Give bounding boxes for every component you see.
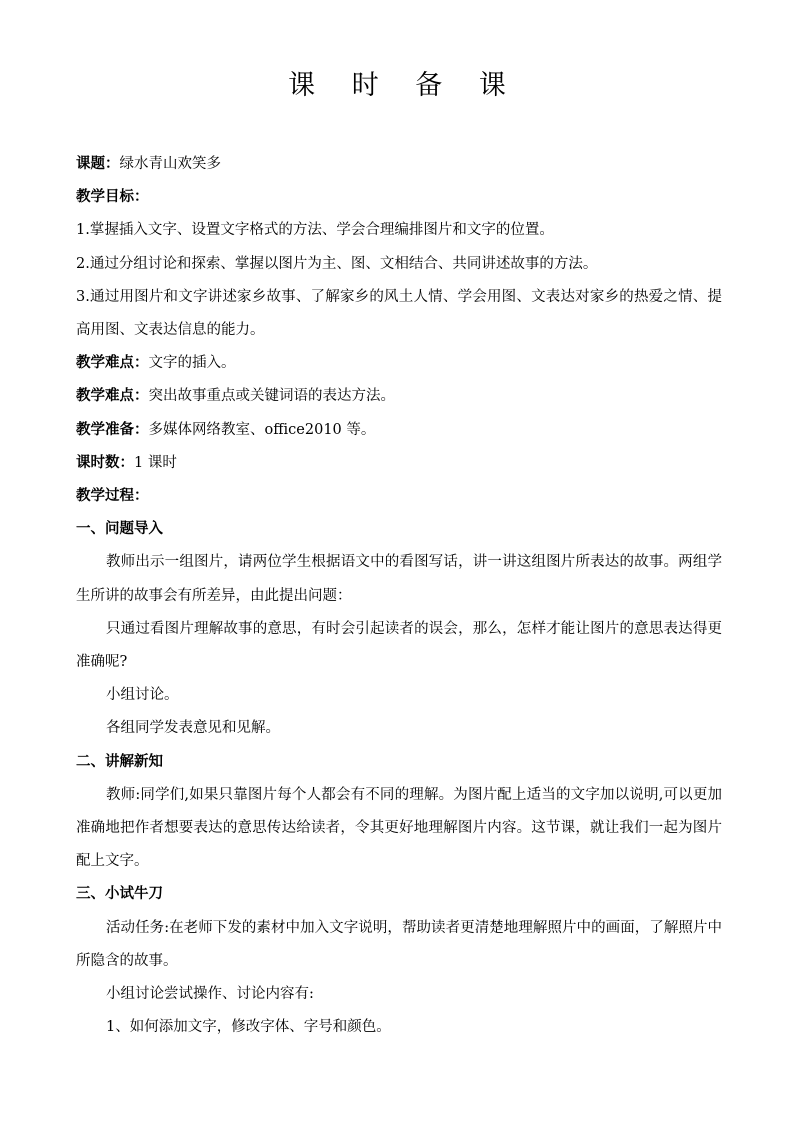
goals-heading: 教学目标： [76,189,149,206]
key-point-value: 突出故事重点或关键词语的表达方法。 [148,388,395,405]
key-point-label: 教学难点： [76,388,149,405]
goal-item-3: 3.通过用图片和文字讲述家乡故事、了解家乡的风土人情、学会用图、文表达对家乡的热爱之情、提高用图、文表达信息的能力。 [76,288,722,339]
section-1-paragraph-1: 教师出示一组图片，请两位学生根据语文中的看图写话，讲一讲这组图片所表达的故事。两组学生所讲的故事会有所差异，由此提出问题： [76,554,722,604]
section-1-paragraph-4: 各组同学发表意见和见解。 [106,720,280,737]
hours-value: 1 课时 [134,454,177,471]
topic-line [76,148,722,181]
section-3-paragraph-2: 小组讨论尝试操作、讨论内容有: [106,986,314,1003]
topic-value: 绿水青山欢笑多 [119,156,221,172]
section-2-paragraph-1: 教师:同学们,如果只靠图片每个人都会有不同的理解。为图片配上适当的文字加以说明,可以更加准确地把作者想要表达的意思传达给读者，令其更好地理解图片内容。这节课，就让我们一起为图片配上文字。 [76,786,722,870]
section-3-paragraph-3: 1、如何添加文字，修改字体、字号和颜色。 [106,1019,391,1036]
preparation-line [76,414,722,447]
section-heading-2: 二、讲解新知 [76,753,163,770]
goal-item-2: 2.通过分组讨论和探索、掌握以图片为主、图、文相结合、共同讲述故事的方法。 [76,255,598,272]
hours-line [76,447,722,480]
key-point-line [76,380,722,413]
section-heading-1: 一、问题导入 [76,521,163,538]
difficulty-label: 教学难点： [76,355,149,372]
difficulty-line [76,347,722,380]
process-heading: 教学过程： [76,488,149,505]
document-body [76,148,722,1044]
section-heading-3: 三、小试牛刀 [76,886,163,903]
difficulty-value: 文字的插入。 [148,355,236,372]
page-title: 课 时 备 课 [288,70,520,101]
section-1-paragraph-3: 小组讨论。 [106,687,179,704]
section-3-paragraph-1: 活动任务:在老师下发的素材中加入文字说明，帮助读者更清楚地理解照片中的画面，了解照片中所隐含的故事。 [76,919,722,969]
topic-label: 课题： [76,156,120,172]
preparation-label: 教学准备： [76,421,149,438]
preparation-value: 多媒体网络教室、office2010 等。 [148,421,376,438]
hours-label: 课时数： [76,454,134,471]
goal-item-1: 1.掌握插入文字、设置文字格式的方法、学会合理编排图片和文字的位置。 [76,222,554,239]
section-1-paragraph-2: 只通过看图片理解故事的意思，有时会引起读者的误会，那么，怎样才能让图片的意思表达得更准确呢? [76,620,722,671]
